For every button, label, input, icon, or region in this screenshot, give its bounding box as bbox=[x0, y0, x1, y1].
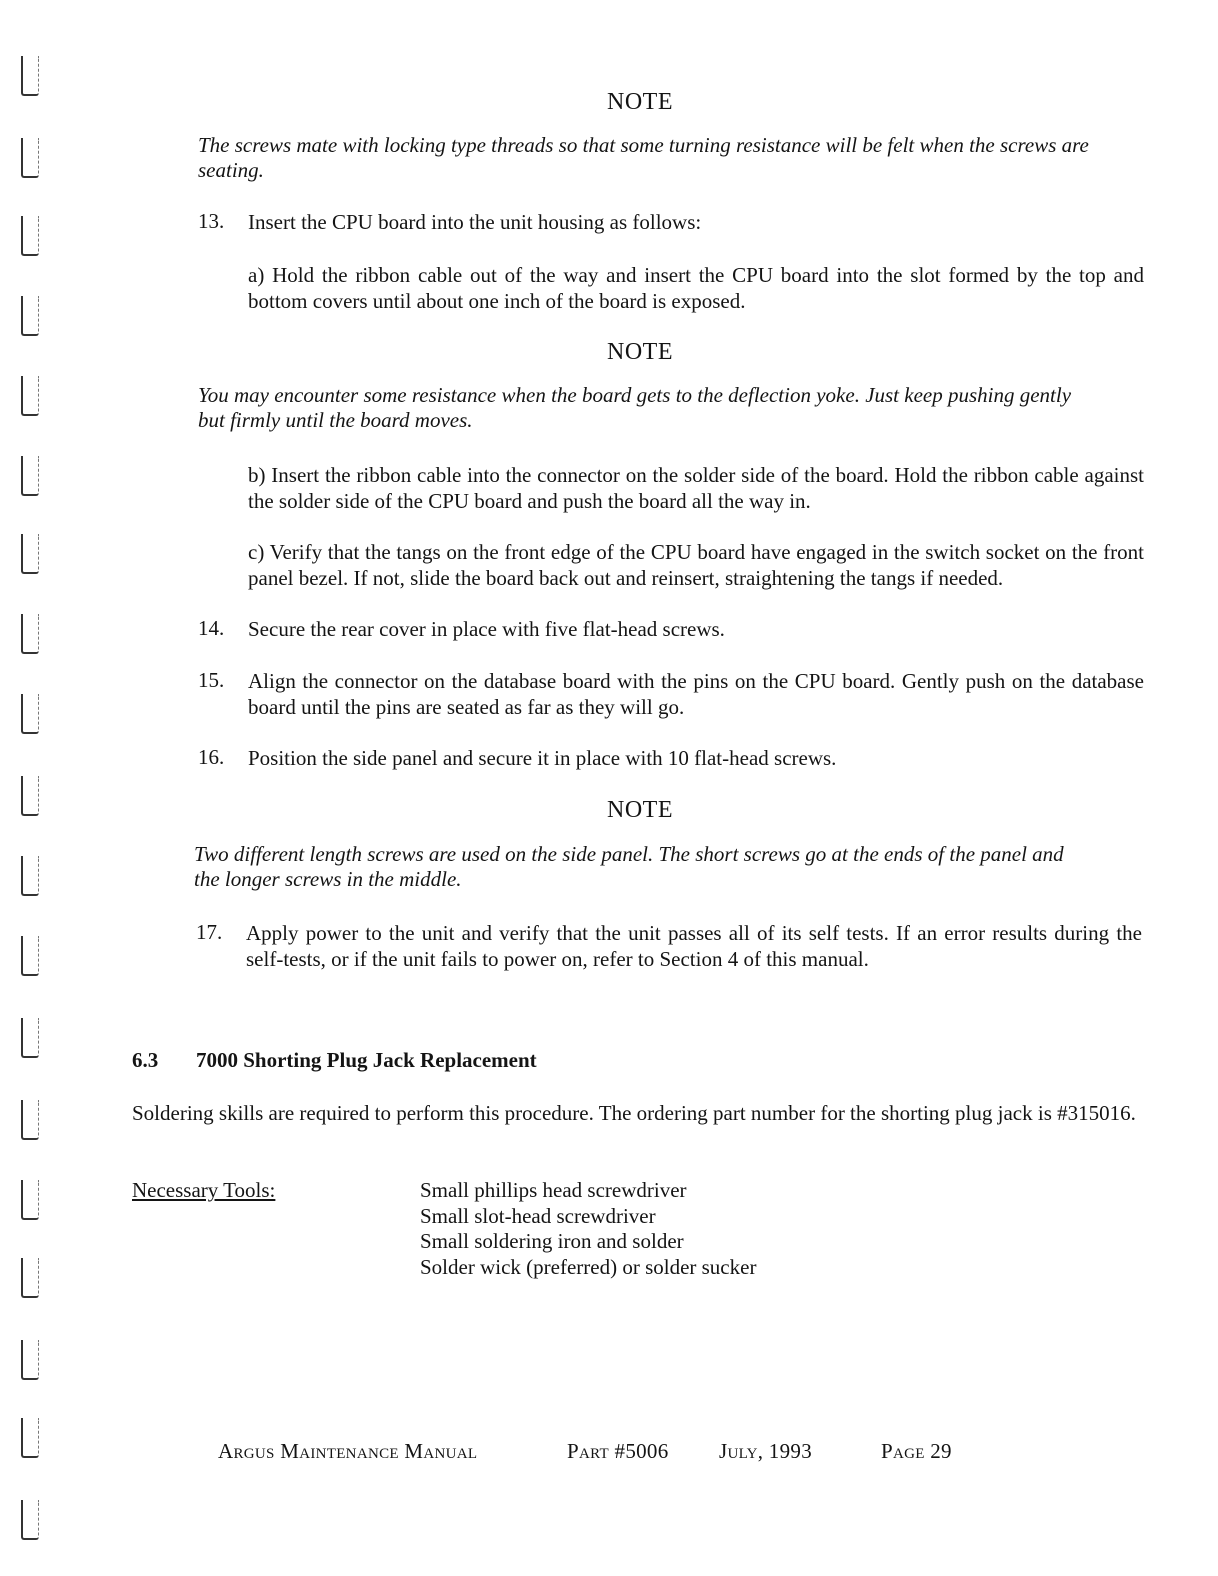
step-text: Insert the CPU board into the unit housing as follows: bbox=[248, 210, 702, 234]
list-item: Solder wick (preferred) or solder sucker bbox=[420, 1254, 757, 1279]
step-number: 16. bbox=[198, 745, 225, 769]
note-title: NOTE bbox=[607, 89, 673, 115]
footer-part-number: Part #5006 bbox=[567, 1439, 669, 1463]
step-number: 13. bbox=[198, 209, 225, 233]
tools-list bbox=[420, 1178, 756, 1280]
note-title: NOTE bbox=[607, 797, 673, 823]
step-number: 17. bbox=[196, 920, 223, 944]
substep-c: c) Verify that the tangs on the front edge of the CPU board have engaged in the switch socket on the front panel bezel. If not, slide the board back out and reinsert, straightening the tangs if needed. bbox=[248, 540, 1144, 590]
binder-hole bbox=[21, 1018, 39, 1058]
binder-hole bbox=[21, 694, 39, 734]
step-text: Position the side panel and secure it in place with 10 flat-head screws. bbox=[248, 746, 837, 770]
binder-hole bbox=[21, 1100, 39, 1140]
binder-hole bbox=[21, 216, 39, 256]
footer-page-number: Page 29 bbox=[881, 1439, 952, 1463]
section-paragraph: Soldering skills are required to perform this procedure. The ordering part number for the shorting plug jack is #315016. bbox=[132, 1101, 1136, 1125]
binder-hole bbox=[21, 534, 39, 574]
note-text: You may encounter some resistance when the board gets to the deflection yoke. Just keep pushing gently but firmly until the board moves. bbox=[198, 383, 1072, 432]
step-text: Align the connector on the database board with the pins on the CPU board. Gently push on the database board until the pins are seated as far as they will go. bbox=[248, 669, 1144, 719]
step-number: 15. bbox=[198, 668, 225, 692]
binder-hole bbox=[21, 1418, 39, 1458]
tools-label: Necessary Tools: bbox=[132, 1178, 276, 1202]
note-text: Two different length screws are used on the side panel. The short screws go at the ends of the panel and the longer screws in the middle. bbox=[194, 842, 1064, 891]
step-text: Secure the rear cover in place with five flat-head screws. bbox=[248, 617, 725, 641]
binder-hole bbox=[21, 936, 39, 976]
binder-hole bbox=[21, 1258, 39, 1298]
binder-hole bbox=[21, 776, 39, 816]
list-item: Small phillips head screwdriver bbox=[420, 1178, 687, 1202]
note-text: The screws mate with locking type threads so that some turning resistance will be felt when the screws are seating. bbox=[198, 133, 1089, 182]
binder-hole bbox=[21, 296, 39, 336]
binder-hole bbox=[21, 614, 39, 654]
binder-holes bbox=[16, 0, 48, 1576]
note-title: NOTE bbox=[607, 339, 673, 365]
binder-hole bbox=[21, 456, 39, 496]
section-number: 6.3 bbox=[132, 1048, 159, 1072]
binder-hole bbox=[21, 1340, 39, 1380]
binder-hole bbox=[21, 56, 39, 96]
substep-a: a) Hold the ribbon cable out of the way and insert the CPU board into the slot formed by the top and bottom covers until about one inch of the board is exposed. bbox=[248, 263, 1144, 313]
footer-date: July, 1993 bbox=[719, 1439, 812, 1463]
step-number: 14. bbox=[198, 616, 225, 640]
binder-hole bbox=[21, 1180, 39, 1220]
substep-b: b) Insert the ribbon cable into the connector on the solder side of the board. Hold the ribbon cable against the solder side of the CPU board and push the board all the way in. bbox=[248, 463, 1144, 513]
list-item: Small soldering iron and solder bbox=[420, 1229, 684, 1253]
binder-hole bbox=[21, 376, 39, 416]
list-item: Small slot-head screwdriver bbox=[420, 1203, 656, 1228]
step-text: Apply power to the unit and verify that the unit passes all of its self tests. If an error results during the self-tests, or if the unit fails to power on, refer to Section 4 of this manual. bbox=[246, 921, 1142, 971]
binder-hole bbox=[21, 856, 39, 896]
binder-hole bbox=[21, 1500, 39, 1540]
footer-manual-title: Argus Maintenance Manual bbox=[218, 1439, 478, 1463]
section-title: 7000 Shorting Plug Jack Replacement bbox=[196, 1048, 537, 1072]
binder-hole bbox=[21, 138, 39, 178]
